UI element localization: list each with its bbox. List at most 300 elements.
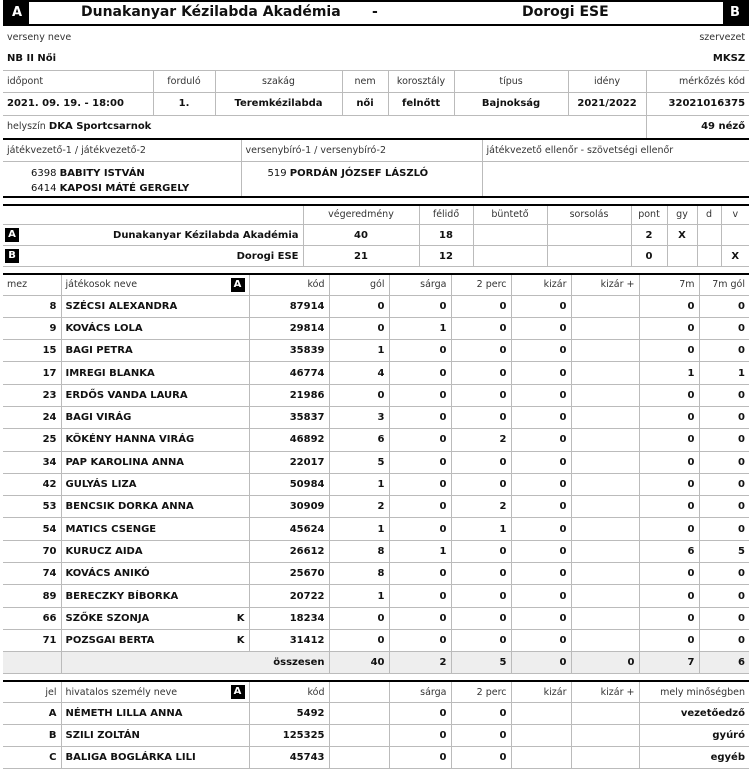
team-a-badge: A [231, 278, 245, 292]
value-match-code: 32021016375 [646, 92, 749, 115]
referee-1 [31, 166, 237, 181]
player-goals: 1 [329, 585, 389, 607]
player-seven-m-goal: 1 [699, 362, 749, 384]
home-letter: A [5, 228, 19, 242]
player-goals: 0 [329, 607, 389, 629]
player-name: IMREGI BLANKA [65, 367, 155, 379]
player-red: 0 [511, 317, 571, 339]
player-yellow: 0 [389, 384, 451, 406]
score-row-away [3, 246, 749, 267]
officials-table [3, 138, 749, 198]
player-name: POZSGAI BERTA [65, 635, 155, 647]
player-name-cell [61, 585, 249, 607]
staff-row [3, 724, 749, 746]
player-seven-m: 6 [639, 540, 699, 562]
player-name-cell [61, 540, 249, 562]
referee-1-code: 6398 [31, 167, 57, 179]
player-name-cell [61, 496, 249, 518]
player-red-plus [571, 629, 639, 651]
player-goals: 8 [329, 563, 389, 585]
home-team: Dunakanyar Kézilabda Akadémia [21, 225, 303, 246]
referee-1-name: BABITY ISTVÁN [59, 167, 145, 179]
value-round: 1. [153, 92, 215, 115]
value-gender: női [342, 92, 388, 115]
referees-list [3, 161, 241, 197]
player-red-plus [571, 496, 639, 518]
player-goals: 3 [329, 406, 389, 428]
away-team-title: Dorogi ESE [522, 4, 609, 20]
player-red: 0 [511, 429, 571, 451]
staff-two-min: 0 [451, 702, 511, 724]
player-row [3, 518, 749, 540]
player-red-plus [571, 518, 639, 540]
player-row [3, 384, 749, 406]
header-staff-red-plus: kizár + [571, 681, 639, 702]
player-name-cell [61, 295, 249, 317]
player-yellow: 0 [389, 451, 451, 473]
total-yellow: 2 [389, 652, 451, 674]
scores-header-blank [3, 205, 303, 225]
player-name-cell [61, 451, 249, 473]
player-yellow: 0 [389, 629, 451, 651]
scores-header [3, 205, 749, 225]
competition-name: NB II Női [7, 53, 57, 65]
player-jersey: 17 [3, 362, 61, 384]
players-total-row [3, 652, 749, 674]
referee-2-name: KAPOSI MÁTÉ GERGELY [59, 182, 190, 194]
player-goals: 0 [329, 629, 389, 651]
staff-letter: C [3, 746, 61, 768]
home-letter-badge: A [5, 2, 29, 24]
player-code: 31412 [249, 629, 329, 651]
player-seven-m: 0 [639, 340, 699, 362]
supervisor-label: játékvezető ellenőr - szövetségi ellenőr [482, 139, 749, 161]
header-staff-two-min: 2 perc [451, 681, 511, 702]
player-red-plus [571, 362, 639, 384]
player-goals: 1 [329, 340, 389, 362]
value-season: 2021/2022 [568, 92, 646, 115]
player-seven-m-goal: 0 [699, 429, 749, 451]
staff-role: vezetőedző [639, 702, 749, 724]
player-red: 0 [511, 362, 571, 384]
player-yellow: 0 [389, 429, 451, 451]
player-row [3, 563, 749, 585]
player-yellow: 1 [389, 540, 451, 562]
player-two-min: 0 [451, 362, 511, 384]
player-mark: K [236, 635, 245, 647]
staff-code: 5492 [249, 702, 329, 724]
player-code: 20722 [249, 585, 329, 607]
player-red: 0 [511, 629, 571, 651]
away-points: 0 [631, 246, 667, 267]
player-goals: 2 [329, 496, 389, 518]
player-goals: 0 [329, 295, 389, 317]
player-two-min: 0 [451, 384, 511, 406]
header-jersey: mez [3, 274, 61, 295]
player-name: KOVÁCS LOLA [65, 322, 143, 334]
staff-red [511, 746, 571, 768]
player-red: 0 [511, 563, 571, 585]
staff-red-plus [571, 702, 639, 724]
value-age-group: felnőtt [388, 92, 454, 115]
player-name: ERDŐS VANDA LAURA [65, 389, 188, 401]
timekeepers-list [241, 161, 482, 197]
header-code: kód [249, 274, 329, 295]
player-goals: 1 [329, 518, 389, 540]
staff-name: BALIGA BOGLÁRKA LILI [61, 746, 249, 768]
match-report [3, 0, 749, 769]
header-yellow: sárga [389, 274, 451, 295]
value-discipline: Teremkézilabda [215, 92, 342, 115]
referee-2 [31, 181, 237, 196]
player-two-min: 0 [451, 563, 511, 585]
player-row [3, 451, 749, 473]
header-draw: sorsolás [547, 205, 631, 225]
player-code: 29814 [249, 317, 329, 339]
player-jersey: 9 [3, 317, 61, 339]
player-red: 0 [511, 607, 571, 629]
player-name: BENCSIK DORKA ANNA [65, 501, 194, 513]
player-jersey: 23 [3, 384, 61, 406]
organizer-name: MKSZ [712, 53, 746, 65]
player-yellow: 0 [389, 406, 451, 428]
header-red-plus: kizár + [571, 274, 639, 295]
player-goals: 8 [329, 540, 389, 562]
organizer-label: szervezet [699, 31, 746, 43]
timekeeper-1-code: 519 [267, 167, 287, 179]
player-red-plus [571, 607, 639, 629]
staff-two-min: 0 [451, 724, 511, 746]
player-name: KURUCZ AIDA [65, 545, 143, 557]
player-red-plus [571, 384, 639, 406]
player-name-cell [61, 406, 249, 428]
player-code: 87914 [249, 295, 329, 317]
player-seven-m: 0 [639, 496, 699, 518]
player-red-plus [571, 563, 639, 585]
player-name-cell [61, 429, 249, 451]
player-seven-m-goal: 0 [699, 585, 749, 607]
player-seven-m-goal: 0 [699, 295, 749, 317]
player-goals: 6 [329, 429, 389, 451]
player-two-min: 0 [451, 451, 511, 473]
player-seven-m: 0 [639, 629, 699, 651]
player-seven-m: 1 [639, 362, 699, 384]
home-team-title: Dunakanyar Kézilabda Akadémia [81, 4, 341, 20]
player-jersey: 15 [3, 340, 61, 362]
player-seven-m-goal: 0 [699, 496, 749, 518]
player-jersey: 53 [3, 496, 61, 518]
player-goals: 4 [329, 362, 389, 384]
player-red: 0 [511, 540, 571, 562]
staff-letter: B [3, 724, 61, 746]
timekeepers-label: versenybíró-1 / versenybíró-2 [241, 139, 482, 161]
player-row [3, 607, 749, 629]
staff-name: SZILI ZOLTÁN [61, 724, 249, 746]
player-name: BERECZKY BÍBORKA [65, 590, 179, 602]
home-half: 18 [419, 225, 473, 246]
player-jersey: 8 [3, 295, 61, 317]
home-draws [697, 225, 721, 246]
referees-label: játékvezető-1 / játékvezető-2 [3, 139, 241, 161]
header-player-name-text: játékosok neve [65, 279, 138, 291]
total-seven-m: 7 [639, 652, 699, 674]
staff-blank [329, 724, 389, 746]
header-staff-code: kód [249, 681, 329, 702]
away-letter-badge: B [723, 2, 747, 24]
staff-row [3, 702, 749, 724]
staff-blank [329, 746, 389, 768]
player-name: SZÉCSI ALEXANDRA [65, 300, 178, 312]
staff-blank [329, 702, 389, 724]
staff-yellow: 0 [389, 702, 451, 724]
venue-name: DKA Sportcsarnok [48, 121, 152, 133]
total-blank [3, 652, 61, 674]
staff-role: gyúró [639, 724, 749, 746]
referee-2-code: 6414 [31, 182, 57, 194]
player-yellow: 0 [389, 340, 451, 362]
player-seven-m: 0 [639, 473, 699, 495]
player-name-cell [61, 317, 249, 339]
player-seven-m: 0 [639, 406, 699, 428]
label-season: idény [568, 70, 646, 92]
player-yellow: 0 [389, 496, 451, 518]
player-goals: 5 [329, 451, 389, 473]
player-jersey: 24 [3, 406, 61, 428]
player-yellow: 0 [389, 585, 451, 607]
player-yellow: 0 [389, 295, 451, 317]
player-seven-m-goal: 0 [699, 384, 749, 406]
home-final: 40 [303, 225, 419, 246]
match-info-labels [3, 70, 749, 92]
player-code: 22017 [249, 451, 329, 473]
header-final: végeredmény [303, 205, 419, 225]
player-red: 0 [511, 406, 571, 428]
home-points: 2 [631, 225, 667, 246]
player-code: 21986 [249, 384, 329, 406]
player-red-plus [571, 317, 639, 339]
player-seven-m: 0 [639, 518, 699, 540]
player-row [3, 540, 749, 562]
away-final: 21 [303, 246, 419, 267]
player-red: 0 [511, 340, 571, 362]
player-row [3, 629, 749, 651]
player-seven-m-goal: 0 [699, 629, 749, 651]
match-info-values [3, 92, 749, 115]
away-team: Dorogi ESE [21, 246, 303, 267]
label-round: forduló [153, 70, 215, 92]
player-yellow: 1 [389, 317, 451, 339]
header-losses: v [721, 205, 749, 225]
player-seven-m: 0 [639, 585, 699, 607]
players-header [3, 274, 749, 295]
player-seven-m: 0 [639, 295, 699, 317]
player-jersey: 74 [3, 563, 61, 585]
total-two-min: 5 [451, 652, 511, 674]
value-type: Bajnokság [454, 92, 568, 115]
player-name: PAP KAROLINA ANNA [65, 456, 185, 468]
header-staff-name-text: hivatalos személy neve [65, 686, 178, 698]
player-row [3, 496, 749, 518]
player-name: SZŐKE SZONJA [65, 612, 150, 624]
player-name: BAGI PETRA [65, 345, 133, 357]
player-red-plus [571, 295, 639, 317]
staff-red [511, 702, 571, 724]
player-row [3, 340, 749, 362]
away-letter: B [5, 249, 19, 263]
players-table [3, 273, 749, 674]
header-staff-yellow: sárga [389, 681, 451, 702]
player-red: 0 [511, 496, 571, 518]
label-age-group: korosztály [388, 70, 454, 92]
header-staff-role: mely minőségben [639, 681, 749, 702]
away-draw [547, 246, 631, 267]
player-goals: 1 [329, 473, 389, 495]
player-yellow: 0 [389, 563, 451, 585]
player-code: 35837 [249, 406, 329, 428]
player-code: 46892 [249, 429, 329, 451]
player-two-min: 0 [451, 629, 511, 651]
away-losses: X [721, 246, 749, 267]
player-two-min: 2 [451, 429, 511, 451]
player-jersey: 70 [3, 540, 61, 562]
player-name-cell [61, 607, 249, 629]
spectators: 49 néző [646, 115, 749, 138]
player-code: 46774 [249, 362, 329, 384]
player-jersey: 89 [3, 585, 61, 607]
total-red-plus: 0 [571, 652, 639, 674]
header-separator: - [372, 4, 378, 20]
player-red: 0 [511, 518, 571, 540]
player-seven-m: 0 [639, 317, 699, 339]
player-seven-m-goal: 0 [699, 317, 749, 339]
header-seven-m-goal: 7m gól [699, 274, 749, 295]
player-name-cell [61, 473, 249, 495]
player-name-cell [61, 384, 249, 406]
header-half: félidő [419, 205, 473, 225]
supervisor-list [482, 161, 749, 197]
player-jersey: 54 [3, 518, 61, 540]
player-seven-m: 0 [639, 384, 699, 406]
player-red-plus [571, 406, 639, 428]
staff-code: 125325 [249, 724, 329, 746]
player-row [3, 317, 749, 339]
player-name-cell [61, 340, 249, 362]
player-red-plus [571, 340, 639, 362]
away-draws [697, 246, 721, 267]
player-goals: 0 [329, 317, 389, 339]
competition-label: verseny neve [7, 31, 72, 43]
header-player-name [61, 274, 249, 295]
timekeeper-1-name: PORDÁN JÓZSEF LÁSZLÓ [289, 167, 429, 179]
player-red-plus [571, 429, 639, 451]
staff-role: egyéb [639, 746, 749, 768]
home-losses [721, 225, 749, 246]
staff-yellow: 0 [389, 724, 451, 746]
player-seven-m-goal: 0 [699, 607, 749, 629]
player-name-cell [61, 629, 249, 651]
player-code: 30909 [249, 496, 329, 518]
header-staff-name [61, 681, 249, 702]
staff-row [3, 746, 749, 768]
header-staff-letter: jel [3, 681, 61, 702]
player-red: 0 [511, 473, 571, 495]
player-seven-m-goal: 0 [699, 451, 749, 473]
player-name: KOVÁCS ANIKÓ [65, 568, 150, 580]
player-row [3, 362, 749, 384]
value-datetime: 2021. 09. 19. - 18:00 [3, 92, 153, 115]
venue [3, 115, 646, 138]
player-row [3, 295, 749, 317]
player-yellow: 0 [389, 362, 451, 384]
label-datetime: időpont [3, 70, 153, 92]
header-seven-m: 7m [639, 274, 699, 295]
player-row [3, 429, 749, 451]
player-jersey: 71 [3, 629, 61, 651]
total-seven-m-goal: 6 [699, 652, 749, 674]
player-red: 0 [511, 585, 571, 607]
home-draw [547, 225, 631, 246]
header-two-min: 2 perc [451, 274, 511, 295]
player-two-min: 0 [451, 317, 511, 339]
header-staff-blank [329, 681, 389, 702]
player-seven-m-goal: 0 [699, 473, 749, 495]
player-name: GULYÁS LIZA [65, 479, 137, 491]
label-type: típus [454, 70, 568, 92]
scores-table [3, 204, 749, 268]
player-jersey: 34 [3, 451, 61, 473]
staff-table [3, 680, 749, 769]
away-penalty [473, 246, 547, 267]
header-staff-red: kizár [511, 681, 571, 702]
player-seven-m: 0 [639, 451, 699, 473]
player-code: 35839 [249, 340, 329, 362]
player-red: 0 [511, 451, 571, 473]
player-seven-m: 0 [639, 429, 699, 451]
away-wins [667, 246, 697, 267]
match-info-table [3, 26, 749, 138]
player-two-min: 0 [451, 406, 511, 428]
player-red: 0 [511, 384, 571, 406]
staff-code: 45743 [249, 746, 329, 768]
player-jersey: 66 [3, 607, 61, 629]
player-code: 26612 [249, 540, 329, 562]
staff-name: NÉMETH LILLA ANNA [61, 702, 249, 724]
player-seven-m: 0 [639, 563, 699, 585]
player-yellow: 0 [389, 518, 451, 540]
header-draws: d [697, 205, 721, 225]
player-code: 25670 [249, 563, 329, 585]
player-goals: 0 [329, 384, 389, 406]
home-wins: X [667, 225, 697, 246]
player-seven-m-goal: 0 [699, 406, 749, 428]
player-red-plus [571, 585, 639, 607]
staff-yellow: 0 [389, 746, 451, 768]
player-red-plus [571, 473, 639, 495]
player-two-min: 0 [451, 340, 511, 362]
player-code: 18234 [249, 607, 329, 629]
staff-red-plus [571, 746, 639, 768]
label-gender: nem [342, 70, 388, 92]
player-jersey: 42 [3, 473, 61, 495]
player-seven-m-goal: 0 [699, 518, 749, 540]
player-code: 45624 [249, 518, 329, 540]
player-name: MATICS CSENGE [65, 523, 157, 535]
header-points: pont [631, 205, 667, 225]
player-seven-m: 0 [639, 607, 699, 629]
player-yellow: 0 [389, 607, 451, 629]
match-header [3, 0, 749, 26]
total-label: összesen [61, 652, 329, 674]
